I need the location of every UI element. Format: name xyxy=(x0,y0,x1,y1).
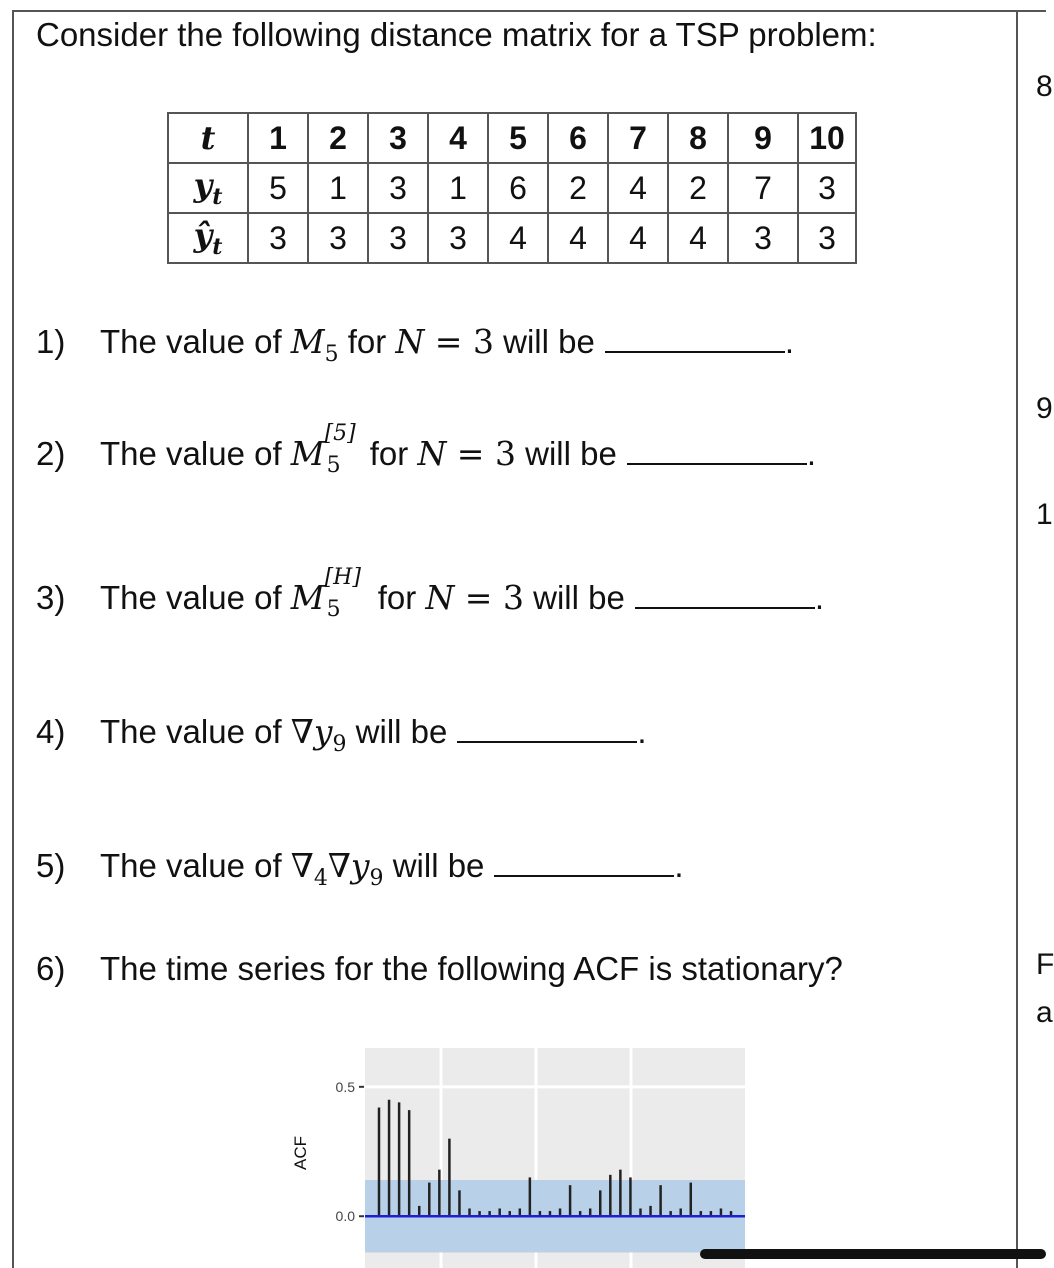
answer-blank[interactable] xyxy=(457,741,637,743)
math-superscript: [5] xyxy=(324,421,356,446)
table-cell: 3 xyxy=(428,213,488,263)
question-3 xyxy=(36,565,824,622)
question-1 xyxy=(36,322,794,367)
table-row-y xyxy=(168,163,856,213)
table-cell: 3 xyxy=(308,213,368,263)
question-text: The value of xyxy=(100,323,291,360)
math-symbol: M xyxy=(290,322,325,361)
acf-plot-group xyxy=(291,1048,745,1268)
table-cell: 4 xyxy=(608,163,668,213)
table-cell: 1 xyxy=(308,163,368,213)
answer-blank[interactable] xyxy=(605,351,785,353)
table-row-yhat xyxy=(168,213,856,263)
nabla-operator: ∇ xyxy=(327,846,351,885)
question-text: The value of xyxy=(100,713,291,750)
question-text: for xyxy=(368,579,426,616)
question-6 xyxy=(36,950,843,988)
math-subscript: 5 xyxy=(326,453,341,478)
math-subscript: 9 xyxy=(332,732,347,757)
table-row-t xyxy=(168,113,856,163)
answer-blank[interactable] xyxy=(494,875,674,877)
table-cell: 7 xyxy=(608,113,668,163)
answer-blank[interactable] xyxy=(635,607,815,609)
frame-left-border xyxy=(12,10,14,1268)
math-supsub xyxy=(324,421,361,478)
question-number: 4) xyxy=(36,713,66,750)
table-cell: 5 xyxy=(488,113,548,163)
math-superscript: [H] xyxy=(324,565,361,590)
question-text: for xyxy=(360,435,418,472)
table-cell: 5 xyxy=(248,163,308,213)
frame-column-divider xyxy=(1016,10,1018,1268)
question-end: . xyxy=(806,435,816,472)
row-label-y-sub: t xyxy=(212,184,223,210)
row-label-t: t xyxy=(168,113,248,163)
math-symbol: y xyxy=(350,846,370,885)
math-symbol: M xyxy=(290,434,325,473)
table-cell: 3 xyxy=(368,163,428,213)
question-end: . xyxy=(814,579,824,616)
table-cell: 4 xyxy=(548,213,608,263)
question-5 xyxy=(36,846,684,891)
question-2 xyxy=(36,421,816,478)
question-text: will be xyxy=(493,323,595,360)
question-text: The value of xyxy=(100,435,291,472)
table-cell: 2 xyxy=(308,113,368,163)
table-cell: 2 xyxy=(668,163,728,213)
table-cell: 9 xyxy=(728,113,798,163)
table-cell: 6 xyxy=(488,163,548,213)
table-cell: 6 xyxy=(548,113,608,163)
table-cell: 3 xyxy=(248,213,308,263)
acf-ytick-label: 0.0 xyxy=(335,1208,355,1225)
row-label-yhat xyxy=(168,213,248,263)
side-char: a xyxy=(1036,996,1053,1029)
table-cell: 8 xyxy=(668,113,728,163)
question-text: The time series for the following ACF is stationary? xyxy=(100,950,843,987)
table-cell: 2 xyxy=(548,163,608,213)
acf-chart xyxy=(280,1040,750,1268)
table-cell: 3 xyxy=(728,213,798,263)
distance-table xyxy=(167,112,857,264)
table-cell: 1 xyxy=(248,113,308,163)
row-label-y xyxy=(168,163,248,213)
math-supsub xyxy=(324,565,369,622)
question-4 xyxy=(36,712,647,757)
nabla-subscript: 4 xyxy=(313,866,328,891)
row-label-y-sym: y xyxy=(193,166,213,204)
math-subscript: 5 xyxy=(326,597,341,622)
math-variable: N xyxy=(417,434,447,473)
table-cell: 3 xyxy=(798,213,856,263)
question-number: 3) xyxy=(36,579,66,616)
acf-ylabel: ACF xyxy=(291,1136,310,1170)
question-end: . xyxy=(674,847,684,884)
question-number: 5) xyxy=(36,847,66,884)
problem-heading: Consider the following distance matrix for a TSP problem: xyxy=(36,16,877,53)
question-text: will be xyxy=(523,579,625,616)
table-cell: 3 xyxy=(368,213,428,263)
table-cell: 4 xyxy=(428,113,488,163)
table-cell: 4 xyxy=(488,213,548,263)
math-subscript: 9 xyxy=(369,866,384,891)
math-variable: N xyxy=(395,322,425,361)
math-variable: N xyxy=(425,578,455,617)
table-cell: 4 xyxy=(608,213,668,263)
table-cell: 3 xyxy=(798,163,856,213)
math-symbol: y xyxy=(313,712,333,751)
math-equation: = 3 xyxy=(446,434,516,473)
question-text: The value of xyxy=(100,847,291,884)
question-text: will be xyxy=(346,713,448,750)
question-end: . xyxy=(637,713,647,750)
side-char: 1 xyxy=(1036,498,1053,531)
question-text: will be xyxy=(515,435,617,472)
question-text: for xyxy=(338,323,396,360)
table-cell: 4 xyxy=(668,213,728,263)
table-cell: 7 xyxy=(728,163,798,213)
math-equation: = 3 xyxy=(454,578,524,617)
question-end: . xyxy=(784,323,794,360)
table-cell: 3 xyxy=(368,113,428,163)
acf-ytick-label: 0.5 xyxy=(335,1078,355,1095)
question-text: The value of xyxy=(100,579,291,616)
row-label-yhat-sub: t xyxy=(212,234,223,260)
question-number: 2) xyxy=(36,435,66,472)
side-char: 8 xyxy=(1036,70,1053,103)
nabla-operator: ∇ xyxy=(290,712,314,751)
side-char: F xyxy=(1036,948,1054,981)
horizontal-scrollbar[interactable] xyxy=(700,1249,1046,1259)
nabla-operator: ∇ xyxy=(290,846,314,885)
side-char: 9 xyxy=(1036,392,1053,425)
question-text: will be xyxy=(383,847,485,884)
answer-blank[interactable] xyxy=(627,463,807,465)
table-cell: 10 xyxy=(798,113,856,163)
table-cell: 1 xyxy=(428,163,488,213)
frame-top-border xyxy=(12,10,1046,12)
question-number: 6) xyxy=(36,950,66,987)
math-symbol: M xyxy=(290,578,325,617)
math-equation: = 3 xyxy=(424,322,494,361)
row-label-yhat-sym: ŷ xyxy=(193,216,213,254)
question-number: 1) xyxy=(36,323,66,360)
math-subscript: 5 xyxy=(324,342,339,367)
